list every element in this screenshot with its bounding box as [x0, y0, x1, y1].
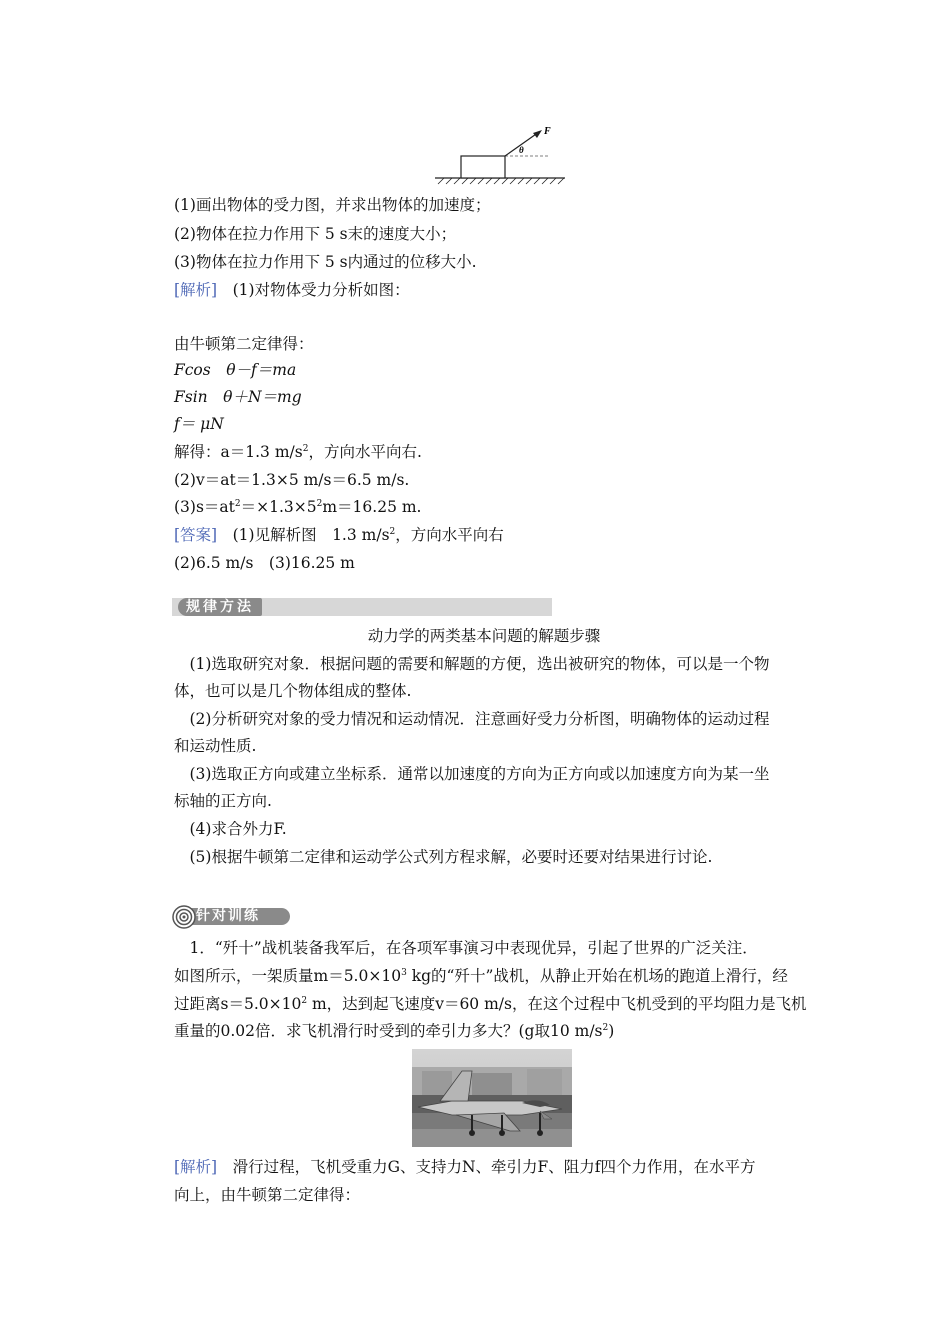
answer-line-2: (2)6.5 m/s (3)16.25 m [174, 554, 355, 572]
answer-line-1: [答案] (1)见解析图 1.3 $m/s^2$，方向水平向右 [174, 526, 504, 544]
question-part-3: (3)物体在拉力作用下 5 s内通过的位移大小. [174, 253, 477, 271]
block [461, 156, 505, 178]
training-q1-line-2: 如图所示，一架质量$m=5.0\times 10^3$ kg的“歼十”战机，从静止开始在机场的跑道上滑行，经 [174, 967, 788, 985]
question-part-2: (2)物体在拉力作用下 5 s末的速度大小； [174, 225, 457, 243]
method-title: 动力学的两类基本问题的解题步骤 [367, 627, 601, 645]
result-velocity: (2)v＝at＝1.3×5 m/s＝6.5 m/s. [174, 471, 410, 489]
training-q1-line-3: 过距离$s=5.0\times 10^2$ m，达到起飞速度v＝60 m/s，在这个过程中飞机受到的平均阻力是飞机 [174, 995, 807, 1013]
method-step-5: (5)根据牛顿第二定律和运动学公式列方程求解，必要时还要对结果进行讨论. [174, 848, 713, 866]
method-step-2a: (2)分析研究对象的受力情况和运动情况．注意画好受力分析图，明确物体的运动过程 [174, 710, 770, 728]
answer-tag: [答案] [174, 526, 218, 544]
equation-2: Fsin θ＋N＝mg [174, 388, 302, 406]
training-q1-line-4: 重量的0.02倍．求飞机滑行时受到的牵引力多大？(g取10 $m/s^2$) [174, 1022, 615, 1040]
fighter-jet-photo [412, 1049, 572, 1147]
training-banner [172, 905, 290, 927]
target-icon [172, 905, 196, 929]
result-displacement: $(3)s=at^2=\times 1.3\times 5^2m=16.25$ m. [174, 498, 422, 516]
training-solution-line-1: [解析] 滑行过程，飞机受重力G、支持力N、牵引力F、阻力f四个力作用，在水平方 [174, 1158, 756, 1176]
method-step-1a: (1)选取研究对象．根据问题的需要和解题的方便，选出被研究的物体，可以是一个物 [174, 655, 770, 673]
method-step-1b: 体，也可以是几个物体组成的整体. [174, 682, 412, 700]
solution-intro: [解析] (1)对物体受力分析如图： [174, 281, 410, 299]
method-banner [172, 598, 552, 616]
solution-tag: [解析] [174, 281, 218, 299]
training-q1-line-1: 1．“歼十”战机装备我军后，在各项军事演习中表现优异，引起了世界的广泛关注． [174, 939, 758, 957]
newton-line: 由牛顿第二定律得： [174, 335, 314, 353]
method-step-2b: 和运动性质. [174, 737, 257, 755]
method-step-3b: 标轴的正方向. [174, 792, 272, 810]
method-step-4: (4)求合外力F. [174, 820, 287, 838]
method-step-3a: (3)选取正方向或建立坐标系．通常以加速度的方向为正方向或以加速度方向为某一坐 [174, 765, 770, 783]
equation-1: Fcos θ－f＝ma [174, 361, 297, 379]
equation-3: f＝ μN [174, 415, 224, 433]
angle-label: θ [519, 145, 524, 155]
training-solution-line-2: 向上，由牛顿第二定律得： [174, 1186, 361, 1204]
method-banner-label: 规律方法 [178, 598, 262, 616]
training-solution-tag: [解析] [174, 1158, 218, 1176]
result-acceleration: 解得：a＝1.3 $m/s^2$，方向水平向右. [174, 443, 422, 461]
question-part-1: (1)画出物体的受力图，并求出物体的加速度； [174, 196, 491, 214]
training-banner-label: 针对训练 [196, 908, 260, 924]
force-label: F [544, 126, 551, 137]
force-diagram [430, 120, 570, 190]
